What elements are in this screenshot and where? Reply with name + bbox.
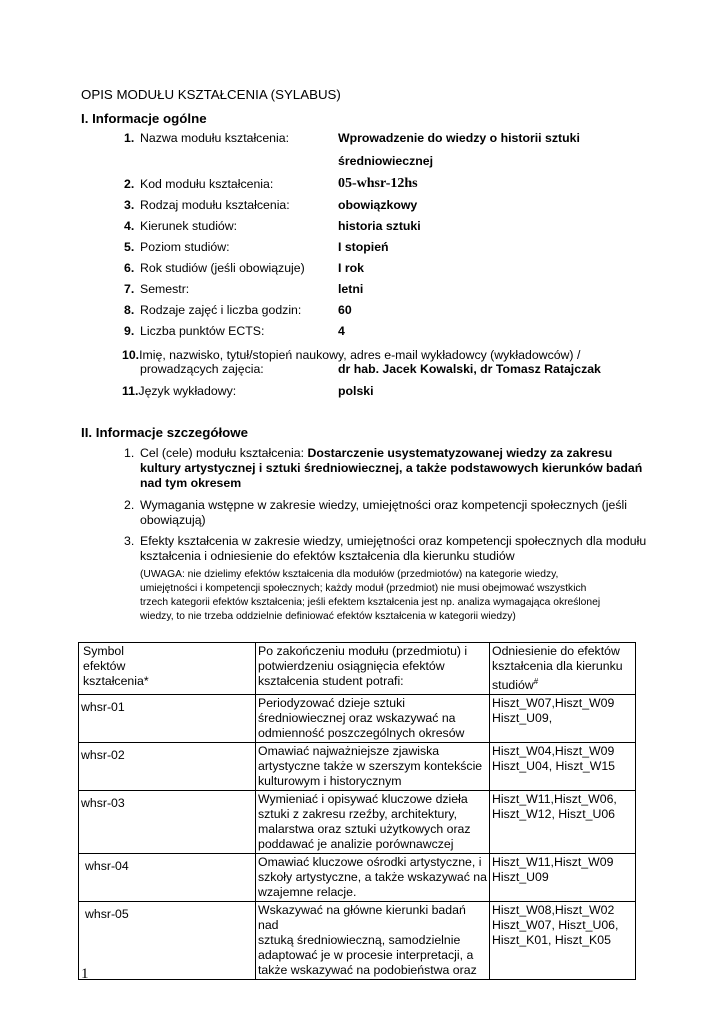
table-row [79, 791, 636, 854]
cell-symbol: whsr-01 [79, 695, 256, 743]
item-11-number: 11. [122, 384, 139, 398]
cell-symbol: whsr-03 [79, 791, 256, 854]
cell-symbol: whsr-05 [79, 902, 256, 980]
page-number: 1 [81, 966, 89, 982]
cell-symbol: whsr-04 [79, 854, 256, 902]
note-line-1: (UWAGA: nie dzielimy efektów kształcenia dla modułów (przedmiotów) na kategorie wiedzy, [140, 569, 559, 580]
detail-2-line-2: obowiązują) [140, 513, 206, 527]
detail-1-goal: Dostarczenie usystematyzowanej wiedzy za zakresu [307, 446, 613, 460]
detail-2-number: 2. [124, 498, 135, 512]
cell-outcome: Omawiać najważniejsze zjawiska artystyczne także w szerszym kontekście kulturowym i historycznym [256, 743, 490, 791]
item-label: Rodzaje zajęć i liczba godzin: [140, 303, 302, 317]
item-number: 2. [124, 177, 135, 191]
header-outcome: Po zakończeniu modułu (przedmiotu) i potwierdzeniu osiągnięcia efektów kształcenia student potrafi: [256, 643, 490, 695]
cell-reference: Hiszt_W07,Hiszt_W09 Hiszt_U09, [490, 695, 636, 743]
learning-outcomes-table [78, 642, 636, 980]
detail-1-line-1 [140, 446, 612, 460]
detail-3-line-1: Efekty kształcenia w zakresie wiedzy, umiejętności oraz kompetencji społecznych dla modułu [140, 534, 647, 548]
item-label: Kierunek studiów: [140, 219, 238, 233]
item-value: obowiązkowy [338, 198, 418, 212]
detail-3-number: 3. [124, 534, 135, 548]
table-row [79, 902, 636, 980]
item-number: 4. [124, 219, 135, 233]
cell-outcome: Omawiać kluczowe ośrodki artystyczne, i szkoły artystyczne, a także wskazywać na wzajemne relacje. [256, 854, 490, 902]
item-number: 5. [124, 240, 135, 254]
item-value-cont: średniowiecznej [338, 154, 433, 168]
header-reference [490, 643, 636, 695]
detail-3-line-2: kształcenia i odniesienie do efektów kształcenia dla kierunku studiów [140, 549, 515, 563]
item-value: 4 [338, 324, 345, 338]
table-body [79, 695, 636, 980]
item-value: 60 [338, 303, 352, 317]
item-label: Liczba punktów ECTS: [140, 324, 265, 338]
cell-reference: Hiszt_W11,Hiszt_W06, Hiszt_W12, Hiszt_U06 [490, 791, 636, 854]
cell-reference: Hiszt_W08,Hiszt_W02 Hiszt_W07, Hiszt_U06, Hiszt_K01, Hiszt_K05 [490, 902, 636, 980]
item-10-value: dr hab. Jacek Kowalski, dr Tomasz Ratajczak [338, 362, 601, 376]
cell-outcome: Periodyzować dzieje sztuki średniowiecznej oraz wskazywać na odmienność poszczególnych okresów [256, 695, 490, 743]
item-value: letni [338, 282, 364, 296]
cell-reference: Hiszt_W11,Hiszt_W09 Hiszt_U09 [490, 854, 636, 902]
item-11 [122, 384, 236, 398]
item-11-value: polski [338, 384, 374, 398]
header-reference-sup: # [533, 677, 539, 686]
item-10-number: 10. [122, 348, 140, 362]
item-label: Nazwa modułu kształcenia: [140, 131, 289, 145]
item-11-label: Język wykładowy: [138, 384, 237, 398]
item-label: Kod modułu kształcenia: [140, 177, 274, 191]
detail-1-number: 1. [124, 446, 135, 460]
document-title: OPIS MODUŁU KSZTAŁCENIA (SYLABUS) [81, 87, 341, 102]
detail-1-lead: Cel (cele) modułu kształcenia: [140, 446, 308, 460]
note-line-3: trzech kategorii efektów kształcenia; jeśli efektem kształcenia jest np. analiza wymagająca określonej [140, 597, 601, 608]
detail-1-goal-line-2: kultury artystycznej i sztuki średniowiecznej, a także podstawowych kierunków badań [140, 461, 643, 475]
cell-reference: Hiszt_W04,Hiszt_W09 Hiszt_U04, Hiszt_W15 [490, 743, 636, 791]
table-row [79, 854, 636, 902]
cell-outcome: Wskazywać na główne kierunki badań nad sztuką średniowieczną, samodzielnie adaptować je w procesie interpretacji, a także wskazywać na podobieństwa oraz [256, 902, 490, 980]
table-row [79, 695, 636, 743]
item-10-label-cont: prowadzących zajęcia: [140, 362, 264, 376]
item-10 [122, 348, 580, 362]
item-value: historia sztuki [338, 219, 421, 233]
header-reference-text: Odniesienie do efektów kształcenia dla kierunku studiów [492, 644, 623, 693]
detail-1-goal-line-3: nad tym okresem [140, 476, 242, 490]
item-number: 3. [124, 198, 135, 212]
item-value: Wprowadzenie do wiedzy o historii sztuki [338, 131, 580, 145]
item-value: 05-whsr-12hs [338, 176, 418, 191]
item-number: 8. [124, 303, 135, 317]
section-1-heading: I. Informacje ogólne [81, 111, 207, 126]
note-line-4: wiedzy, to nie trzeba oddzielnie definiować efektów kształcenia w kategorii wiedzy) [140, 611, 516, 622]
cell-symbol: whsr-02 [79, 743, 256, 791]
item-number: 9. [124, 324, 135, 338]
note-line-2: umiejętności i kompetencji społecznych; każdy moduł (przedmiot) nie musi obejmować wszystkich [140, 583, 587, 594]
item-label: Rok studiów (jeśli obowiązuje) [140, 261, 305, 275]
header-symbol: Symbol efektów kształcenia* [79, 643, 256, 695]
item-10-label: Imię, nazwisko, tytuł/stopień naukowy, adres e-mail wykładowcy (wykładowców) / [139, 348, 581, 362]
detail-2-line-1: Wymagania wstępne w zakresie wiedzy, umiejętności oraz kompetencji społecznych (jeśli [140, 498, 627, 512]
cell-outcome: Wymieniać i opisywać kluczowe dzieła sztuki z zakresu rzeźby, architektury, malarstwa oraz sztuki użytkowych oraz poddawać je analizie porównawczej [256, 791, 490, 854]
item-value: I rok [338, 261, 364, 275]
item-label: Poziom studiów: [140, 240, 230, 254]
item-number: 6. [124, 261, 135, 275]
item-number: 1. [124, 131, 135, 145]
item-label: Rodzaj modułu kształcenia: [140, 198, 290, 212]
section-2-heading: II. Informacje szczegółowe [81, 425, 248, 440]
item-label: Semestr: [140, 282, 190, 296]
item-value: I stopień [338, 240, 389, 254]
table-header-row [79, 643, 636, 695]
item-number: 7. [124, 282, 135, 296]
table-row [79, 743, 636, 791]
